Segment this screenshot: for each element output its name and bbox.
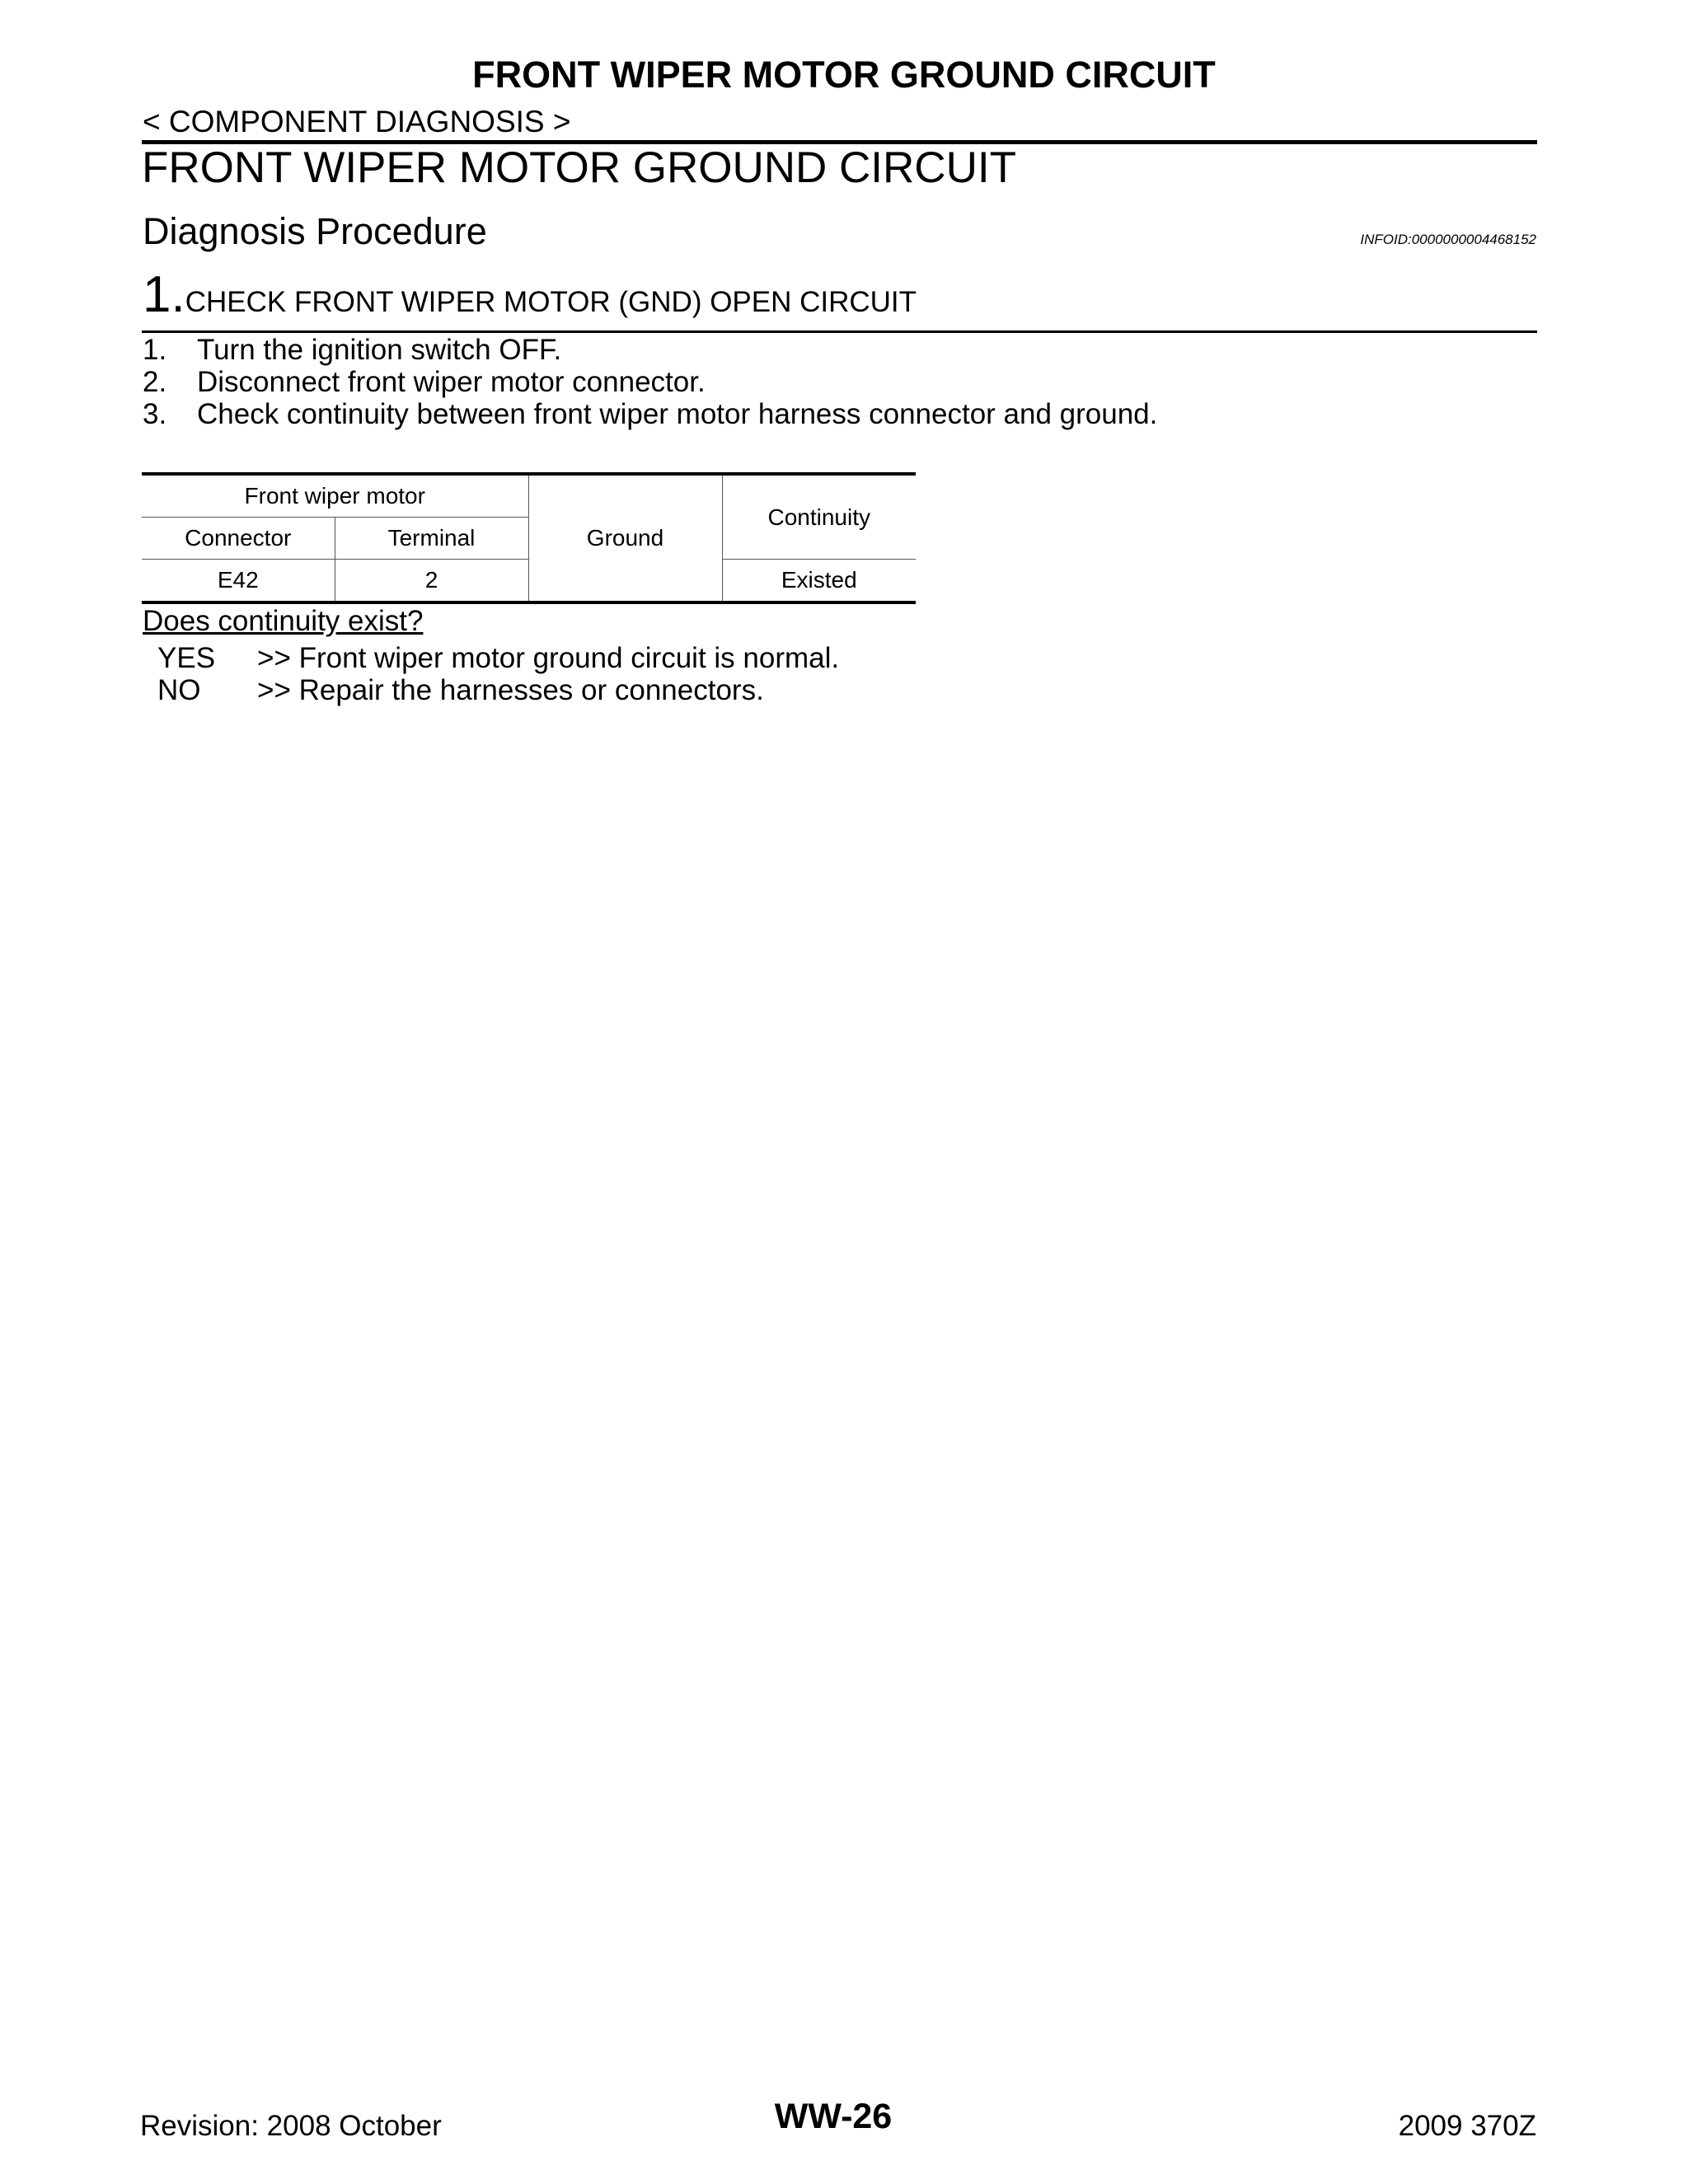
list-item-text: Disconnect front wiper motor connector. — [197, 366, 706, 398]
info-id: INFOID:0000000004468152 — [1360, 232, 1536, 247]
list-item — [143, 334, 1157, 366]
step-rule — [142, 330, 1537, 333]
list-item — [143, 398, 1157, 430]
answer-key: YES — [157, 642, 216, 674]
table-cell-terminal: 2 — [335, 560, 528, 603]
list-item-text: Check continuity between front wiper motor harness connector and ground. — [197, 398, 1158, 430]
table-header-continuity: Continuity — [722, 474, 916, 560]
table-header-ground: Ground — [528, 474, 722, 602]
page-title: FRONT WIPER MOTOR GROUND CIRCUIT — [142, 143, 1016, 192]
answer-text: >> Repair the harnesses or connectors. — [257, 674, 764, 706]
section-label: < COMPONENT DIAGNOSIS > — [143, 105, 571, 138]
instruction-list — [143, 334, 1157, 430]
answer-yes — [157, 642, 839, 675]
footer-model: 2009 370Z — [1398, 2110, 1536, 2142]
table-header-connector: Connector — [142, 518, 335, 560]
step-title: CHECK FRONT WIPER MOTOR (GND) OPEN CIRCUIT — [185, 286, 917, 318]
diagnosis-question: Does continuity exist? — [143, 605, 424, 637]
step-number: 1. — [143, 266, 185, 323]
answer-text: >> Front wiper motor ground circuit is normal. — [257, 642, 840, 674]
table-header-terminal: Terminal — [335, 518, 528, 560]
procedure-subtitle: Diagnosis Procedure — [143, 210, 487, 252]
running-header-title: FRONT WIPER MOTOR GROUND CIRCUIT — [472, 54, 1216, 96]
list-item-text: Turn the ignition switch OFF. — [197, 334, 562, 366]
step-heading — [143, 266, 917, 335]
table-group-header: Front wiper motor — [142, 474, 528, 518]
footer-revision: Revision: 2008 October — [140, 2110, 442, 2142]
footer-page-number: WW-26 — [774, 2097, 893, 2136]
continuity-table — [142, 472, 916, 604]
list-item-number: 1. — [143, 334, 167, 366]
list-item — [143, 366, 1157, 398]
list-item-number: 2. — [143, 366, 167, 398]
answer-no — [157, 674, 764, 707]
table-header-row — [142, 474, 916, 518]
list-item-number: 3. — [143, 398, 167, 430]
table-cell-connector: E42 — [142, 560, 335, 603]
table-cell-continuity: Existed — [722, 560, 916, 603]
answer-key: NO — [157, 674, 201, 706]
